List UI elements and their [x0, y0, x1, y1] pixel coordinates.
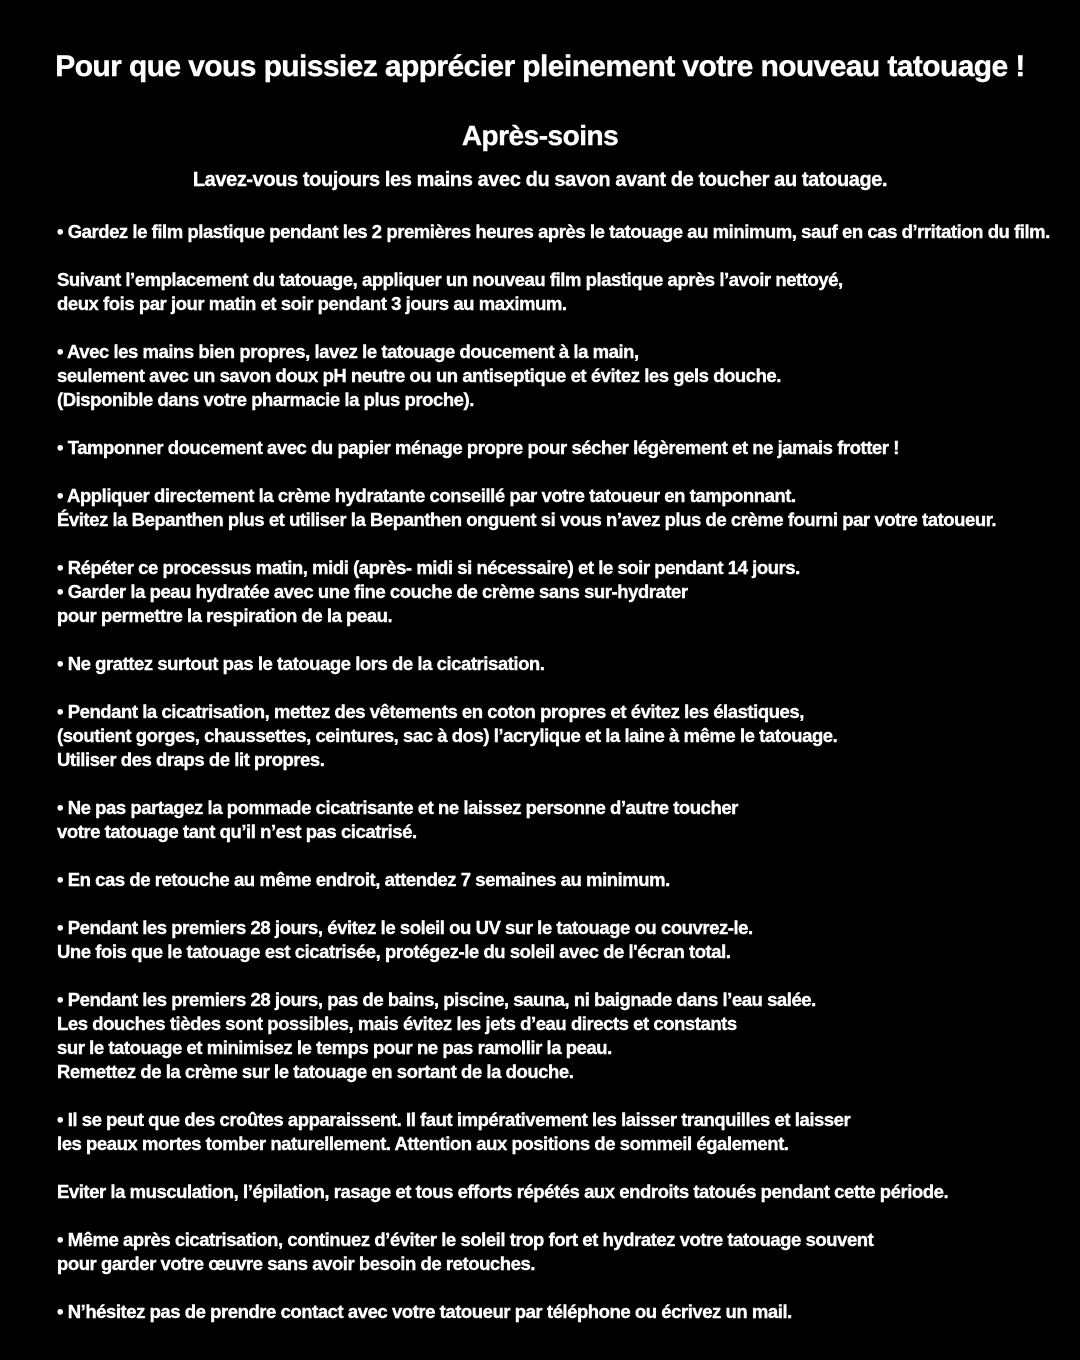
paragraph: • Pendant la cicatrisation, mettez des vêtements en coton propres et évitez les élastiques, (soutient gorges, chaussettes, ceintures, sac à dos) l’acrylique et la laine à même le tatouage. Utiliser des draps de lit propres.	[57, 701, 838, 770]
paragraph: • Gardez le film plastique pendant les 2 premières heures après le tatouage au minimum, sauf en cas d’rritation du film.	[57, 221, 1050, 242]
paragraph: Suivant l’emplacement du tatouage, appliquer un nouveau film plastique après l’avoir nettoyé, deux fois par jour matin et soir pendant 3 jours au maximum.	[57, 269, 843, 314]
paragraph: • Pendant les premiers 28 jours, pas de bains, piscine, sauna, ni baignade dans l’eau salée. Les douches tièdes sont possibles, mais évitez les jets d’eau directs et constants sur le tatouage et minimisez le temps pour ne pas ramollir la peau. Remettez de la crème sur le tatouage en sortant de la douche.	[57, 989, 816, 1082]
paragraph: • Ne grattez surtout pas le tatouage lors de la cicatrisation.	[57, 653, 545, 674]
paragraph: • Tamponner doucement avec du papier ménage propre pour sécher légèrement et ne jamais frotter !	[57, 437, 899, 458]
aftercare-paragraphs	[0, 220, 1080, 1324]
page-title: Pour que vous puissiez apprécier pleinement votre nouveau tatouage !	[55, 50, 1025, 83]
section-title: Après-soins	[461, 120, 619, 151]
paragraph: • En cas de retouche au même endroit, attendez 7 semaines au minimum.	[57, 869, 670, 890]
paragraph: • Pendant les premiers 28 jours, évitez le soleil ou UV sur le tatouage ou couvrez-le. Une fois que le tatouage est cicatrisée, protégez-le du soleil avec de l'écran total.	[57, 917, 753, 962]
paragraph: • Il se peut que des croûtes apparaissent. Il faut impérativement les laisser tranquilles et laisser les peaux mortes tomber naturellement. Attention aux positions de sommeil également.	[57, 1109, 851, 1154]
paragraph: • Avec les mains bien propres, lavez le tatouage doucement à la main, seulement avec un savon doux pH neutre ou un antiseptique et évitez les gels douche. (Disponible dans votre pharmacie la plus proche).	[57, 341, 781, 410]
paragraph: Eviter la musculation, l’épilation, rasage et tous efforts répétés aux endroits tatoués pendant cette période.	[57, 1181, 949, 1202]
paragraph: • Ne pas partagez la pommade cicatrisante et ne laissez personne d’autre toucher votre tatouage tant qu’il n’est pas cicatrisé.	[57, 797, 738, 842]
paragraph: • Répéter ce processus matin, midi (après- midi si nécessaire) et le soir pendant 14 jours. • Garder la peau hydratée avec une fine couche de crème sans sur-hydrater pour permettre la respiration de la peau.	[57, 557, 800, 626]
paragraph: • Appliquer directement la crème hydratante conseillé par votre tatoueur en tamponnant. Évitez la Bepanthen plus et utiliser la Bepanthen onguent si vous n’avez plus de crème fourni par votre tatoueur.	[57, 485, 997, 530]
intro-note: Lavez-vous toujours les mains avec du savon avant de toucher au tatouage.	[192, 169, 888, 191]
paragraph: • Même après cicatrisation, continuez d’éviter le soleil trop fort et hydratez votre tatouage souvent pour garder votre œuvre sans avoir besoin de retouches.	[57, 1229, 874, 1274]
paragraph: • N’hésitez pas de prendre contact avec votre tatoueur par téléphone ou écrivez un mail.	[57, 1301, 792, 1322]
